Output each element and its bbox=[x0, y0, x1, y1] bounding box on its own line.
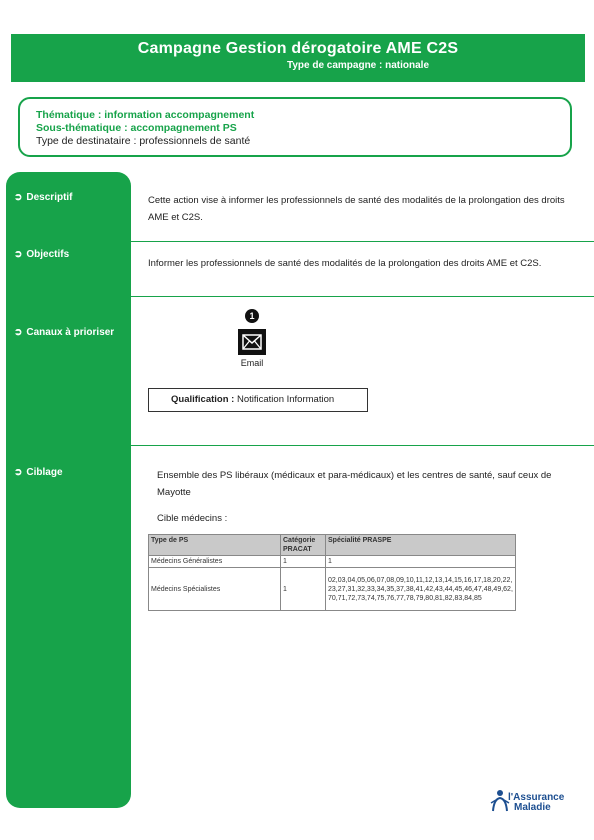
column-header: Catégorie PRACAT bbox=[281, 535, 326, 556]
descriptif-text: Cette action vise à informer les professionnels de santé des modalités de la prolongation des droits AME et C2S. bbox=[148, 195, 565, 223]
logo-text: l'Assurance Maladie bbox=[508, 792, 565, 813]
campaign-header bbox=[11, 34, 585, 82]
cible-medecins-label: Cible médecins : bbox=[157, 513, 228, 524]
envelope-icon bbox=[238, 329, 266, 355]
circled-arrow-icon: ➲ bbox=[14, 192, 23, 203]
table-row bbox=[149, 568, 516, 611]
section-sidebar bbox=[6, 172, 131, 808]
circled-arrow-icon: ➲ bbox=[14, 467, 23, 478]
assurance-maladie-logo bbox=[490, 785, 570, 821]
logo-figure-icon bbox=[490, 789, 510, 813]
column-header: Type de PS bbox=[149, 535, 281, 556]
objectifs-text: Informer les professionnels de santé des modalités de la prolongation des droits AME et C2S. bbox=[148, 258, 542, 269]
table-cell: 02,03,04,05,06,07,08,09,10,11,12,13,14,15,16,17,18,20,22,23,27,31,32,33,34,35,37,38,41,42,43,44,45,46,47,48,49,62,70,71,72,73,74,75,76,77,78,79,80,81,82,83,84,85 bbox=[326, 568, 516, 611]
table-row bbox=[149, 556, 516, 568]
divider bbox=[131, 445, 594, 446]
sous-thematique-line: Sous-thématique : accompagnement PS bbox=[36, 122, 237, 134]
ciblage-text: Ensemble des PS libéraux (médicaux et para-médicaux) et les centres de santé, sauf ceux de Mayotte bbox=[157, 470, 552, 498]
circled-arrow-icon: ➲ bbox=[14, 249, 23, 260]
destinataire-line: Type de destinataire : professionnels de santé bbox=[36, 135, 251, 147]
ciblage-table bbox=[148, 534, 516, 611]
table-header-row bbox=[149, 535, 516, 556]
theme-box bbox=[18, 97, 572, 157]
priority-badge: 1 bbox=[245, 309, 259, 323]
table-cell: 1 bbox=[326, 556, 516, 568]
campaign-title: Campagne Gestion dérogatoire AME C2S bbox=[137, 40, 459, 57]
section-label-ciblage: ➲ Ciblage bbox=[14, 467, 63, 478]
section-label-objectifs: ➲ Objectifs bbox=[14, 249, 70, 260]
circled-arrow-icon: ➲ bbox=[14, 327, 23, 338]
qualification-label: Qualification : bbox=[171, 394, 235, 405]
qualification-box bbox=[148, 388, 368, 412]
channel-label: Email bbox=[240, 358, 264, 368]
section-label-canaux: ➲ Canaux à prioriser bbox=[14, 327, 115, 338]
table-cell: 1 bbox=[281, 568, 326, 611]
table-cell: Médecins Spécialistes bbox=[149, 568, 281, 611]
table-cell: Médecins Généralistes bbox=[149, 556, 281, 568]
qualification-value: Notification Information bbox=[236, 394, 335, 405]
email-channel bbox=[234, 309, 270, 368]
campaign-type: Type de campagne : nationale bbox=[286, 60, 430, 71]
table-cell: 1 bbox=[281, 556, 326, 568]
section-label-descriptif: ➲ Descriptif bbox=[14, 192, 73, 203]
divider bbox=[131, 296, 594, 297]
divider bbox=[131, 241, 594, 242]
thematique-line: Thématique : information accompagnement bbox=[36, 109, 255, 121]
column-header: Spécialité PRASPE bbox=[326, 535, 516, 556]
